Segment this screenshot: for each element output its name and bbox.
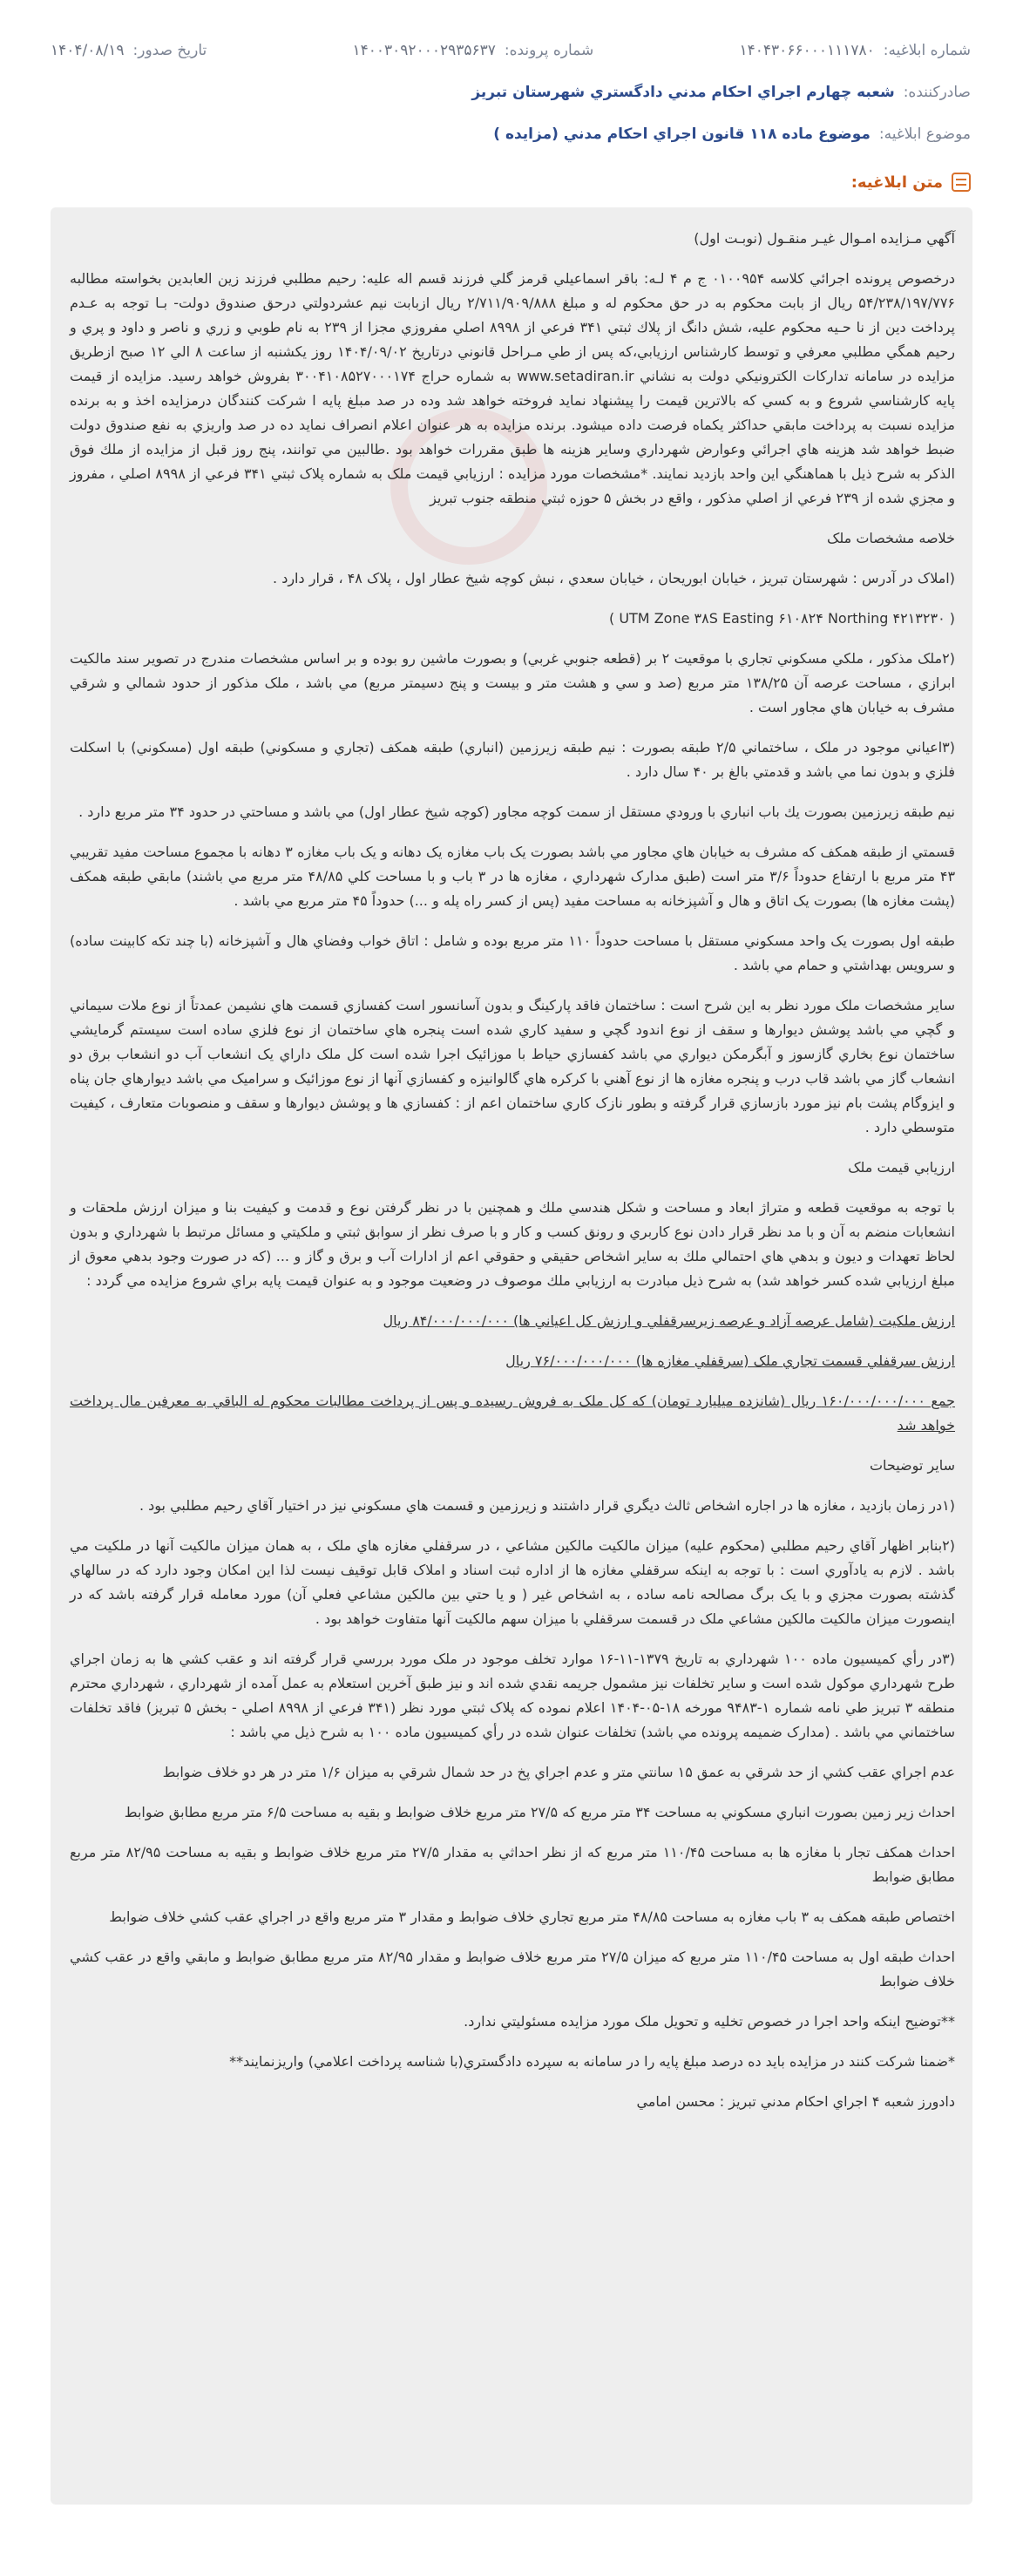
issuer-value: شعبه چهارم اجراي احكام مدني دادگستري شهرستان تبريز <box>471 84 895 101</box>
issue-date-value: ۱۴۰۴/۰۸/۱۹ <box>51 42 125 59</box>
meta-row-issuer <box>51 84 971 101</box>
paragraph-violation-2: احداث زير زمين بصورت انباري مسکوني به مساحت ۳۴ متر مربع که ۲۷/۵ متر مربع خلاف ضوابط و بقيه به مساحت ۶/۵ متر مربع مطابق ضوابط <box>124 1804 955 1820</box>
paragraph-valuation: با توجه به موقعيت قطعه و متراژ ابعاد و مساحت و شكل هندسي ملك و همچنين با در نظر گرفتن نوع و قدمت و كيفيت بنا و ميزان ارزش ملحقات و انشعابات منضم به آن و با مد نظر قرار دادن نوع كاربري و رونق كسب و كار و با صرف نظر از سوابق ثبتي و ملكيتي و مسائل مرتبط با شهرداري و بدون لحاظ تعهدات و ديون و بدهي هاي احتمالي ملك به ساير اشخاص حقيقي و حقوقي اعم از ادارات آب و برق و گاز و ... (كه در صورت وجود بدهي معوق از مبلغ ارزيابي شده كسر خواهد شد) به شرح ذيل مبادرت به ارزيابي ملك موصوف در وضعيت موجود و به عنوان قيمت پايه براي شروع مزايده مي گردد : <box>70 1199 955 1289</box>
notice-text-heading <box>851 173 971 192</box>
issuer-label: صادرکننده: <box>903 84 971 101</box>
paragraph-violation-4: اختصاص طبقه همکف به ۳ باب مغازه به مساحت ۴۸/۸۵ متر مربع تجاري خلاف ضوابط و مقدار ۳ متر مربع واقع در اجراي عقب کشي خلاف ضوابط <box>109 1908 955 1925</box>
notice-number-label: شماره ابلاغيه: <box>883 42 971 59</box>
notice-number-value: ۱۴۰۴۳۰۶۶۰۰۰۱۱۱۷۸۰ <box>739 42 875 59</box>
paragraph-ownership-value: ارزش ملکيت (شامل عرصه آزاد و عرصه زيرسرقفلي و ارزش کل اعياني ها) ۸۴/۰۰۰/۰۰۰/۰۰۰ ريال <box>383 1312 955 1329</box>
paragraph-valuation-heading: ارزيابي قيمت ملک <box>848 1159 955 1176</box>
subject-value: موضوع ماده ۱۱۸ قانون اجراي احکام مدني (مزايده ) <box>493 125 871 143</box>
meta-row-subject <box>51 125 971 143</box>
paragraph-other-notes-heading: ساير توضيحات <box>869 1457 955 1474</box>
paragraph-violation-1: عدم اجراي عقب کشي از حد شرقي به عمق ۱۵ سانتي متر و عدم اجراي پخ در حد شمال شرقي به ميزان ۱/۶ متر در هر دو خلاف ضوابط <box>162 1764 955 1780</box>
issuer <box>471 84 971 101</box>
document-icon <box>952 173 971 192</box>
paragraph-signature: دادورز شعبه ۴ اجراي احکام مدني تبريز : محسن امامي <box>636 2093 955 2110</box>
paragraph-goodwill-value: ارزش سرقفلي قسمت تجاري ملک (سرقفلي مغازه ها) ۷۶/۰۰۰/۰۰۰/۰۰۰ ريال <box>505 1352 955 1369</box>
paragraph-total-value: جمع ۱۶۰/۰۰۰/۰۰۰/۰۰۰ ريال (شانزده ميليارد تومان) كه كل ملک به فروش رسيده و پس از پرداخت مطالبات محکوم له الباقي به معرفين مال پرداخت خواهد شد <box>70 1393 955 1434</box>
paragraph-building: (۳اعياني موجود در ملک ، ساختماني ۲/۵ طبقه بصورت : نيم طبقه زيرزمين (انباري) طبقه همکف (تجاري و مسکوني) طبقه اول (مسکوني) با اسکلت فلزي و بدون نما مي باشد و قدمتي بالغ بر ۴۰ سال دارد . <box>70 739 955 780</box>
case-number <box>353 42 594 59</box>
paragraph-address: (املاک در آدرس : شهرستان تبريز ، خيابان ابوريحان ، خيابان سعدي ، نبش کوچه شيخ عطار اول ، پلاک ۴۸ ، قرار دارد . <box>273 570 955 586</box>
case-number-value: ۱۴۰۰۳۰۹۲۰۰۰۲۹۳۵۶۳۷ <box>352 42 496 59</box>
notice-text-box <box>51 207 972 2505</box>
paragraph-other-specs: ساير مشخصات ملک مورد نظر به اين شرح است : ساختمان فاقد پارکينگ و بدون آسانسور است کفسازي قسمت هاي نشيمن عمدتاً از نوع ملات سيماني و گچي مي باشد پوشش ديوارها و سقف از نوع اندود گچي و سفيد کاري شده است پنجره هاي ساختمان از نوع فلزي ساده است سيستم گرمايشي ساختمان نوع بخاري گازسوز و آبگرمکن ديواري مي باشد کفسازي حياط با موزائيک اجرا شده است کل ملک داراي يک انشعاب آب دو انشعاب برق دو انشعاب گاز مي باشد قاب درب و پنجره مغازه ها از نوع آهني با کرکره هاي گالوانيزه و کفسازي آنها از نوع موزائيک و سراميک مي باشد ديوارهاي جان پناه و ايزوگام پشت بام نيز مورد بازسازي قرار گرفته و بطور نازک کاري ساختمان اعم از : کفسازي ها و پوشش ديوارها و سقف و منصوبات متعارف ، کيفيت متوسطي دارد . <box>70 997 955 1135</box>
paragraph-note-3: (۳در رأي کميسيون ماده ۱۰۰ شهرداري به تاريخ ۱۳۷۹-۱۱-۱۶ موارد تخلف موجود در ملک مورد بررسي قرار گرفته اند و عقب کشي ها به زمان اجراي طرح شهرداري موکول شده است و ساير تخلفات نيز مشمول جريمه نقدي شده اند و نيز طبق آخرين استعلام به عمل آمده از شهرداري ، شهرداري محترم منطقه ۳ تبريز طي نامه شماره ۱-۹۴۸۳ مورخه ۱۸-۰۵-۱۴۰۴ اعلام نموده كه پلاک ثبتي مورد نظر (۳۴۱ فرعي از ۸۹۹۸ اصلي - بخش ۵ تبريز) فاقد تخلفات ساختماني مي باشد . (مدارک ضميمه پرونده مي باشد) تخلفات عنوان شده در رأي کميسيون ماده ۱۰۰ به شرح ذيل مي باشد : <box>70 1651 956 1740</box>
paragraph-ground-floor: قسمتي از طبقه همکف که مشرف به خيابان هاي مجاور مي باشد بصورت يک باب مغازه يک دهانه و يک باب مغازه ۳ دهانه با مجموع مساحت مفيد تقريبي ۴۳ متر مربع با ارتفاع حدوداً ۳/۶ متر است (طبق مدارک شهرداري ، مغازه ها در ۳ باب و با مساحت کلي ۴۸/۸۵ متر مربع مي باشند) مابقي طبقه همکف (پشت مغازه ها) بصورت يک اتاق و هال و آشپزخانه به مساحت مفيد (پس از کسر راه پله و ...) حدوداً ۴۵ متر مربع مي باشد . <box>70 844 956 909</box>
issue-date <box>51 42 207 59</box>
notice-number <box>740 42 971 59</box>
paragraph-utm: ( UTM Zone ۳۸S Easting ۶۱۰۸۲۴ Northing ۴۲۱۳۲۳۰ ) <box>608 610 955 627</box>
paragraph-note-2: (۲بنابر اظهار آقاي رحيم مطلبي (محکوم عليه) ميزان مالکيت مالکين مشاعي ، در سرقفلي مغازه هاي ملک ، به همان ميزان مالکيت آنها در ملکيت مي باشد . لازم به يادآوري است : با توجه به اينکه سرقفلي مغازه ها از اداره ثبت اسناد و املاک قابل توقيف نيست لذا اين امکان وجود دارد که در سالهاي گذشته بصورت مجزي و با يک برگ مصالحه نامه ساده ، به اشخاص غير ( و يا حتي بين مالکين مشاعي فعلي آن) مورد معامله قرار گرفته باشد که در اينصورت ميزان مالکيت مالکين مشاعي ملک در قسمت سرقفلي با ميزان سهم مالکيت آنها متفاوت خواهد بود . <box>70 1537 955 1627</box>
paragraph-basement: نيم طبقه زيرزمين بصورت يك باب انباري با ورودي مستقل از سمت کوچه مجاور (کوچه شيخ عطار اول) مي باشد و مساحتي در حدود ۳۴ متر مربع دارد . <box>78 803 955 820</box>
issue-date-label: تاريخ صدور: <box>132 42 207 59</box>
paragraph-deposit-note: *ضمنا شرکت کنند در مزايده بايد ده درصد مبلغ پايه را در سامانه به سپرده دادگستري(با شناسه پرداخت اعلامي) واريزنمايند** <box>229 2053 955 2070</box>
paragraph-disclaimer: **توضيح اينکه واحد اجرا در خصوص تخليه و تحويل ملک مورد مزايده مسئوليتي ندارد. <box>464 2013 955 2030</box>
notice-text-title: متن ابلاغيه: <box>850 173 943 192</box>
paragraph-title: آگهي مـزايده امـوال غيـر منقـول (نوبـت اول) <box>694 230 955 247</box>
subject-label: موضوع ابلاغيه: <box>878 125 971 143</box>
meta-row-numbers <box>51 42 971 59</box>
paragraph-first-floor: طبقه اول بصورت يک واحد مسکوني مستقل با مساحت حدوداً ۱۱۰ متر مربع بوده و شامل : اتاق خواب وفضاي هال و آشپزخانه (با چند تکه کابينت ساده) و سرويس بهداشتي و حمام مي باشد . <box>70 932 956 973</box>
paragraph-note-1: (۱در زمان بازديد ، مغازه ها در اجاره اشخاص ثالث ديگري قرار داشتند و زيرزمين و قسمت هاي مسکوني نيز در اختيار آقاي رحيم مطلبي بود . <box>139 1497 955 1514</box>
paragraph-intro: درخصوص پرونده اجرائي كلاسه ۰۱۰۰۹۵۴ ج م ۴ لـه: باقر اسماعيلي قرمز گلي فرزند قسم اله عليه: رحيم مطلبي فرزند زين العابدين بخواسته مطالبه ۵۴/۲۳۸/۱۹۷/۷۷۶ ريال از بابت محكوم به در حق محكوم له و مبلغ ۲/۷۱۱/۹۰۹/۸۸۸ ريال ازبابت نيم عشردولتي درحق صندوق دولت- بـا توجه به عـدم پرداخت دين از نا حـيه محكوم عليه، شش دانگ از پلاك ثبتي ۳۴۱ فرعي از ۸۹۹۸ اصلي مفروزي مجزا از ۲۳۹ به نام طوبي و زري و ناصر و داود و پري و رحيم همگي مطلبي معرفي و توسط كارشناس ارزيابي،كه پس از طي مـراحل قانوني درتاريخ ۱۴۰۴/۰۹/۰۲ روز يكشنبه از ساعت ۸ الي ۱۲ صبح ازطريق مزايده در سامانه تداركات الكترونيكي دولت به نشاني www.setadiran.ir به شماره حراج ۳۰۰۴۱۰۸۵۲۷۰۰۰۱۷۴ بفروش خواهد رسيد. مزايده از قيمت پايه كارشناسي شروع و به كسي كه بالاترين قيمت را پيشنهاد نمايد فروخته خواهد شد وده در صد مبلغ پايه ا شرکت کنندگان درمزايده اخذ و به برنده مزايده نسبت به پرداخت مابقي حداكثر يكماه فرصت داده ميشود. برنده مزايده به هر عنوان اعلام انصراف نمايد ده در صد واريزي به نفع صندوق دولت ضبط خواهد شد هزينه هاي اجرائي وعوارض شهرداري وساير هزينه ها طبق مقررات خواهد بود .طالبين مي توانند، پنج روز قبل از مزايده از ملك فوق الذكر به شرح ذيل با هماهنگي اين واحد بازديد نمايند. *مشخصات مورد مزايده : ارزيابي قيمت ملک به شماره پلاک ثبتي ۳۴۱ فرعي از ۸۹۹۸ اصلي ، مفروز و مجزي شده از ۲۳۹ فرعي از اصلي مذکور ، واقع در بخش ۵ حوزه ثبتي منطقه جنوب تبريز <box>70 270 956 506</box>
paragraph-violation-3: احداث همکف تجار با مغازه ها به مساحت ۱۱۰/۴۵ متر مربع که از نظر احداثي به مقدار ۲۷/۵ متر مربع خلاف ضوابط و بقيه به مساحت ۸۲/۹۵ متر مربع مطابق ضوابط <box>70 1844 956 1885</box>
subject <box>493 125 971 143</box>
paragraph-property: (۲ملک مذکور ، ملکي مسکوني تجاري با موقعيت ۲ بر (قطعه جنوبي غربي) و بصورت ماشين رو بوده و بر اساس مشخصات مندرج در تصوير سند مالکيت ابرازي ، مساحت عرصه آن ۱۳۸/۲۵ متر مربع (صد و سي و هشت متر و بيست و پنج دسيمتر مربع) مي باشد ، ملک مذکور از حدود شمالي و شرقي مشرف به خيابان هاي مجاور است . <box>70 650 955 715</box>
case-number-label: شماره پرونده: <box>504 42 594 59</box>
paragraph-violation-5: احداث طبقه اول به مساحت ۱۱۰/۴۵ متر مربع که ميزان ۲۷/۵ متر مربع خلاف ضوابط و مقدار ۸۲/۹۵ متر مربع مطابق ضوابط و مابقي واقع در عقب کشي خلاف ضوابط <box>70 1949 955 1990</box>
paragraph-summary-heading: خلاصه مشخصات ملک <box>827 530 955 546</box>
